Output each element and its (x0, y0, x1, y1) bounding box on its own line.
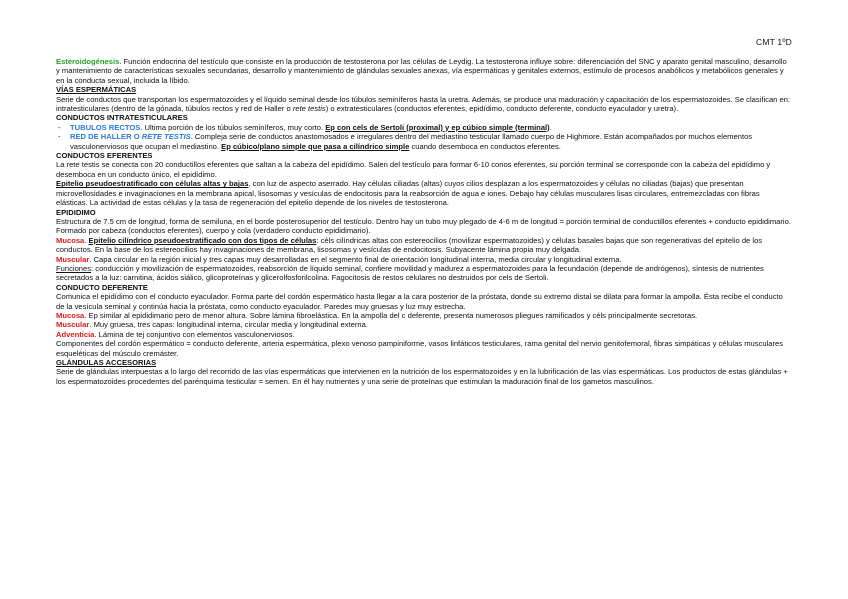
deferente-muscular (56, 320, 792, 329)
deferente-adventicia (56, 330, 792, 339)
bullet-dash: - (58, 132, 61, 142)
deferente-paragraph-1: Comunica el epidídimo con el conducto eyaculador. Forma parte del cordón espermático hasta llegar a la cara posterior de la próstata, donde su extremo distal se dilata para formar la ampolla. Ésta recibe el conducto de la vesícula seminal y continúa hacia la próstata, como conducto eyaculador. Paredes muy gruesas y luz muy estrecha. (56, 292, 783, 311)
term-tubulos-rectos: TUBULOS RECTOS (70, 122, 141, 132)
label-funciones: Funciones (56, 263, 92, 273)
label-mucosa: Mucosa (56, 310, 85, 320)
tubulos-text: . Ultima porción de los túbulos seminíferos, muy corto. (140, 122, 326, 132)
deferente-mucosa-text: . Ep similar al epididimario pero de menor altura. Sobre lámina fibroelástica. En la ampolla del c deferente, presenta numerosos pliegues ramificados y céls principalmente secretoras. (84, 310, 698, 320)
eferentes-paragraph-1: La rete testis se conecta con 20 conductillos eferentes que saltan a la cabeza del epidídimo. Salen del testículo para formar 6-10 conos eferentes, su porción terminal se corresponde con la cabeza del epidídimo y desemboca en un conducto único, el epidídimo. (56, 160, 771, 179)
epididimo-paragraph-1: Estructura de 7.5 cm de longitud, forma de semiluna, en el borde posterosuperior del testículo. Dentro hay un tubo muy plegado de 4-6 m de longitud = porción terminal de conductillos eferentes + conducto epididimario. Formado por cabeza (conductos eferentes), cuerpo y cola (verdadero conducto epididimario). (56, 216, 791, 236)
epididimo-funciones-text: : conducción y movilización de espermatozoides, reabsorción de líquido seminal, confiere movilidad y madurez a espermatozoides para la fecundación (depende de andrógenos), síntesis de nutrientes secretados a la luz: carnitina, ácidos siálico, glicoproteínas y glicerolfosforilcolina. Fagocitosis de restos celulares no destruidos por cels de Sertoli. (56, 263, 764, 283)
intro-text: . Función endocrina del testículo que consiste en la producción de testosterona por las células de Leydig. La testosterona influye sobre: diferenciación del SNC y aparato genital masculino, desarrollo y mantenimiento de características sexuales secundarias, desarrollo y mantenimiento de glándulas sexuales anexas, vía espermáticas y genitales externos, estímulo de procesos anabólicos y metabólicos generales y en la conducta sexual, incluida la líbido. (56, 57, 787, 85)
deferente-mucosa (56, 311, 792, 320)
label-muscular: Muscular (56, 254, 90, 264)
list-item-rete-testis (56, 132, 792, 151)
vias-text-a: Serie de conductos que transportan los espermatozoides y el líquido seminal desde los túbulos seminíferos hasta la uretra. Además, se produce una maduración y capacitación de los espermatozoides. Se clasifican en: intratesticulares (dentro de la gónada, túbulos rectos y red de Haller o (56, 94, 791, 114)
document-body (56, 57, 792, 386)
heading-epididimo: EPIDIDIMO (56, 207, 96, 217)
epididimo-mucosa (56, 236, 792, 255)
label-mucosa: Mucosa (56, 235, 85, 245)
intro-paragraph (56, 57, 792, 85)
eferentes-epithelium: Epitelio pseudoestratificado con células altas y bajas (56, 179, 249, 189)
bullet-dash: - (58, 122, 61, 132)
tubulos-end: . (549, 122, 552, 132)
vias-text-b: ) o extratesticulares (conductos eferentes, epidídimo, conducto deferente, conducto eyaculador y uretra). (325, 104, 679, 114)
epididimo-epithelium: Epitelio cilíndrico pseudoestratificado con dos tipos de células (88, 235, 317, 245)
rete-end: cuando desemboca en conductos eferentes. (409, 141, 561, 151)
deferente-muscular-text: . Muy gruesa, tres capas: longitudinal interna, circular media y longitudinal externa. (89, 320, 368, 330)
term-red-de-haller: RED DE HALLER O (70, 132, 142, 142)
glandulas-paragraph: Serie de glándulas interpuestas a lo largo del recorrido de las vías espermáticas que intervienen en la nutrición de los espermatozoides y en la lubrificación de las vías espermáticas. Los productos de estas glándulas + los espermatozoides procedentes del parénquima testicular = semen. En él hay nutrientes y una serie de proteínas que estimulan la maduración final de los gametos masculinos. (56, 367, 788, 386)
vias-italic-term: rete testis (292, 104, 326, 114)
epididimo-muscular (56, 255, 792, 264)
heading-conductos-eferentes: CONDUCTOS EFERENTES (56, 151, 153, 161)
epididimo-mucosa-text: : céls cilíndricas altas con estereocilios (movilizar espermatozoides) y células basales bajas que son regenerativas del epitelio de los conductos. En la base de los estereocilios hay invaginaciones de membrana, lisosomas y vesículas de endocitosis. Subyacente lámina propia muy delgada. (56, 235, 763, 255)
vias-paragraph (56, 95, 792, 114)
heading-vias-espermaticas: VÍAS ESPERMÁTICAS (56, 85, 137, 95)
heading-intratesticulares: CONDUCTOS INTRATESTICULARES (56, 113, 188, 123)
heading-glandulas-accesorias: GLÁNDULAS ACCESORIAS (56, 358, 157, 367)
mucosa-sep: . (84, 235, 89, 245)
term-esteroidogenesis: Esteroidogénesis (56, 57, 120, 66)
deferente-paragraph-2: Componentes del cordón espermático = conducto deferente, arteria espermática, plexo venoso pampiniforme, vasos linfáticos testiculares, rama genital del nervio genitofemoral, fibras simpáticas y células musculares esqueléticas del músculo cremáster. (56, 339, 784, 358)
eferentes-text-2: , con luz de aspecto aserrado. Hay células ciliadas (altas) cuyos cilios desplazan a los espermatozoides y células no ciliadas (bajas) que presentan microvellosidades e invaginaciones en la membrana apical, lisosomas y vesículas de endocitosis para la reabsorción de agua e iones. Debajo hay células musculares lisas circulares, entremezcladas con fibras elásticas. La actividad de estas células y la tasa de regeneración del epitelio depende de los niveles de testosterona. (56, 179, 760, 208)
eferentes-paragraph-2 (56, 179, 792, 207)
list-item-tubulos-rectos (56, 123, 792, 132)
label-adventicia: Adventicia (56, 329, 95, 339)
deferente-adventicia-text: . Lámina de tej conjuntivo con elementos vasculonerviosos. (94, 329, 295, 339)
course-code: CMT 1ºD (756, 37, 792, 47)
rete-epithelium: Ep cúbico/plano simple que pasa a cilíndrico simple (221, 141, 410, 151)
term-rete-testis: RETE TESTIS (141, 132, 191, 142)
heading-conducto-deferente: CONDUCTO DEFERENTE (56, 282, 148, 292)
rete-text: . Compleja serie de conductos anastomosados e irregulares dentro del mediastino testicular llamado cuerpo de Highmore. Están acompañados por muchos elementos vasculonerviosos que ocupan el mediastino. (70, 132, 753, 151)
epididimo-funciones (56, 264, 792, 283)
epididimo-muscular-text: . Capa circular en la región inicial y tres capas muy desarrolladas en el segmento final de orientación longitudinal interna, media circular y longitudinal externa. (89, 254, 622, 264)
label-muscular: Muscular (56, 320, 90, 330)
tubulos-epithelium: Ep con cels de Sertoli (proximal) y ep cúbico simple (terminal) (325, 122, 550, 132)
